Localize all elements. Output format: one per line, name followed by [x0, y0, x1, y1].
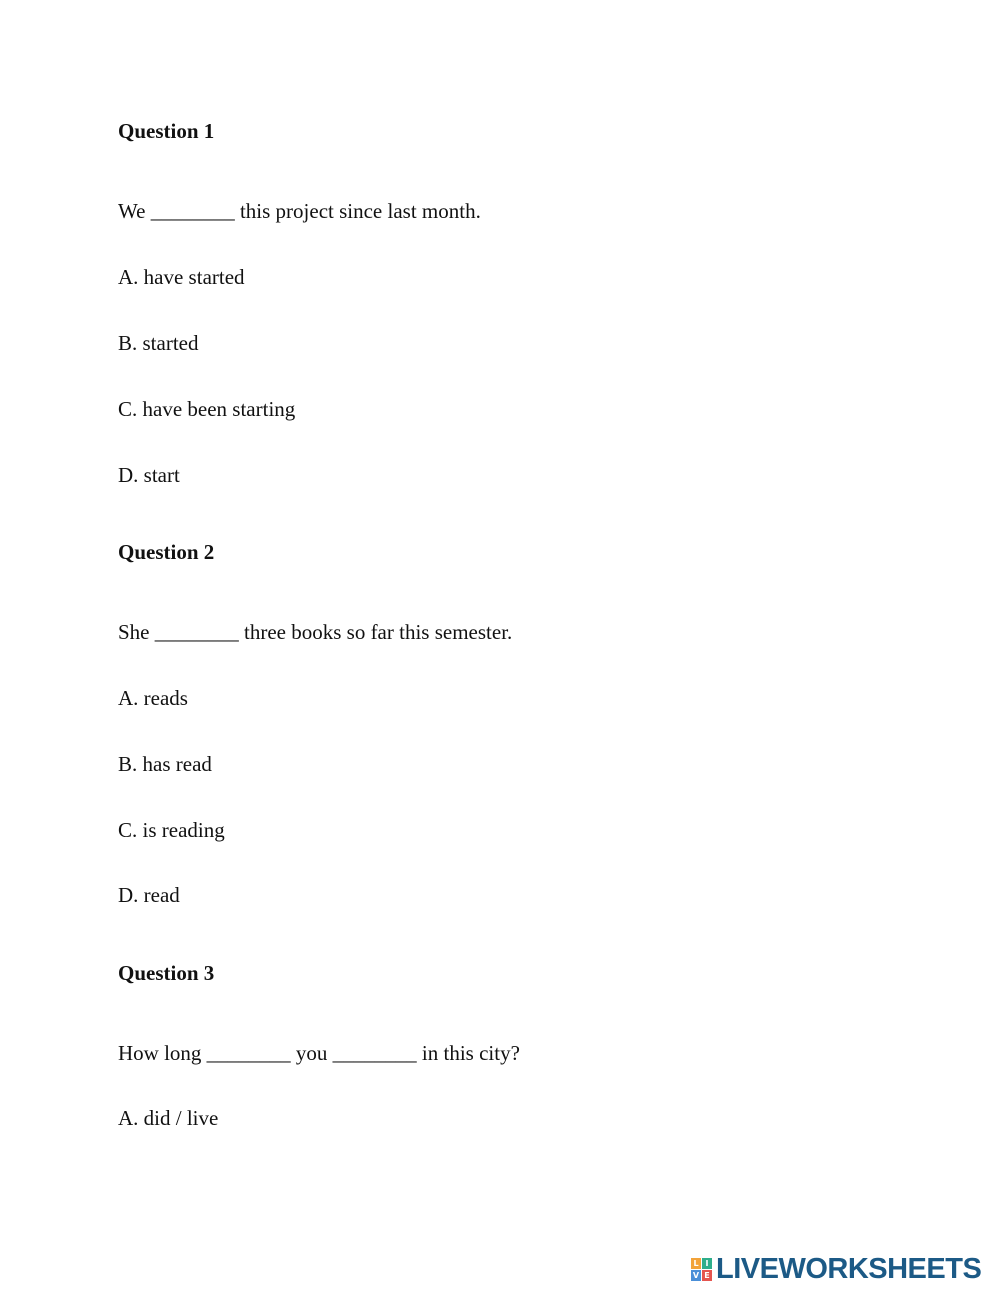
question-1-option-b[interactable]: B. started: [118, 331, 199, 355]
question-1-option-d[interactable]: D. start: [118, 463, 180, 487]
question-2-option-a[interactable]: A. reads: [118, 686, 188, 710]
logo-tile-l: L: [691, 1258, 701, 1269]
question-2-option-d[interactable]: D. read: [118, 883, 180, 907]
logo-icon: [691, 1258, 712, 1281]
logo-tile-e: E: [702, 1270, 712, 1281]
question-2-option-c[interactable]: C. is reading: [118, 818, 225, 842]
question-1-option-c[interactable]: C. have been starting: [118, 397, 296, 421]
logo-tile-i: I: [702, 1258, 712, 1269]
logo-tile-v: V: [692, 1270, 700, 1280]
question-3-prompt: How long ________ you ________ in this city?: [118, 1041, 520, 1065]
liveworksheets-logo: [691, 1254, 981, 1284]
question-3-heading: Question 3: [118, 961, 215, 985]
logo-text: LIVEWORKSHEETS: [716, 1252, 982, 1285]
question-1-prompt: We ________ this project since last month.: [118, 199, 481, 223]
question-2-prompt: She ________ three books so far this semester.: [118, 620, 513, 644]
question-1-heading: Question 1: [118, 119, 215, 143]
question-2-heading: Question 2: [118, 540, 215, 564]
question-3-option-a[interactable]: A. did / live: [118, 1106, 219, 1130]
question-2-option-b[interactable]: B. has read: [118, 752, 212, 776]
question-1-option-a[interactable]: A. have started: [118, 265, 245, 289]
